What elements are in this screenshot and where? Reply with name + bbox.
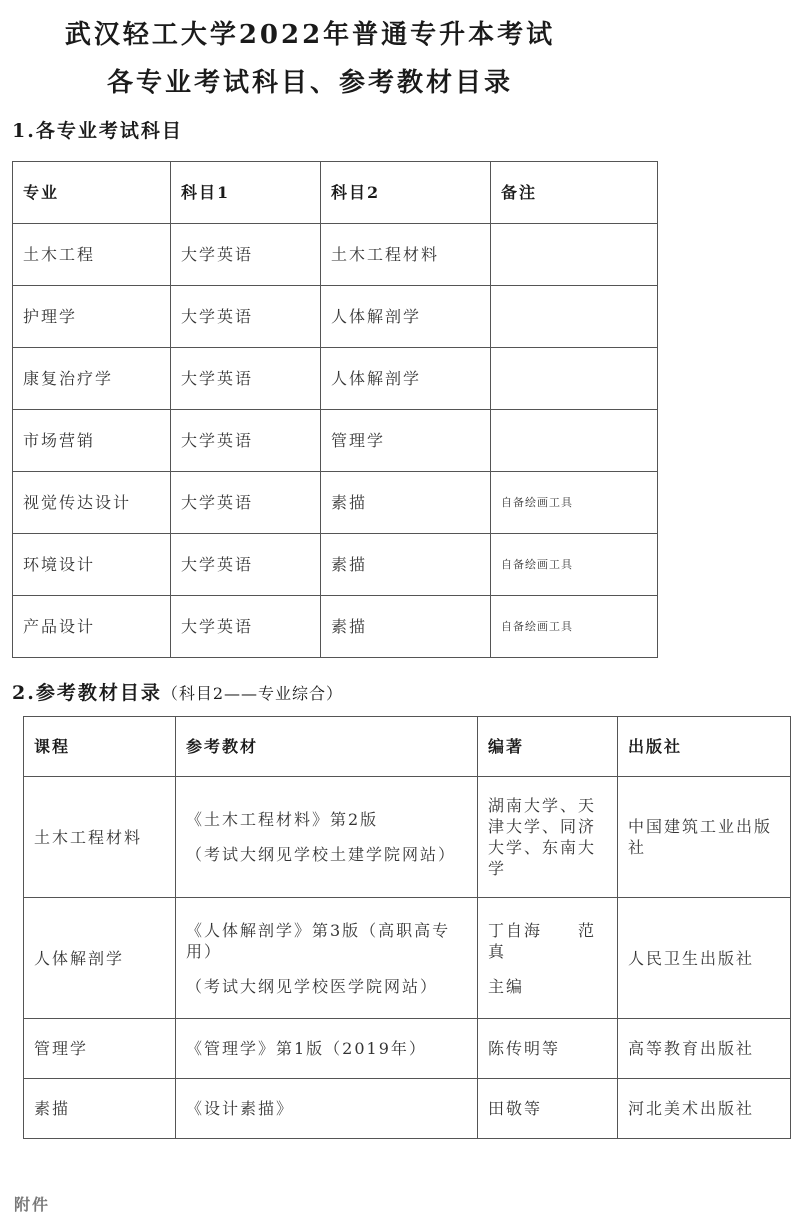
cell-subject1: 大学英语	[171, 348, 321, 410]
author-text: 湖南大学、天津大学、同济大学、东南大学	[488, 796, 597, 878]
book-title: 《人体解剖学》第3版（高职高专用）	[186, 920, 451, 961]
cut-off-footer-text	[14, 1195, 54, 1214]
table-row	[13, 410, 658, 472]
author-text: 丁自海 范真	[488, 920, 597, 961]
cell-major: 产品设计	[13, 596, 171, 658]
cell-subject2: 人体解剖学	[321, 348, 491, 410]
table-row	[24, 1079, 791, 1139]
exam-subjects-table	[12, 161, 658, 658]
section2-heading	[12, 678, 343, 705]
table-row	[13, 596, 658, 658]
cell-remarks: 自备绘画工具	[491, 596, 658, 658]
cell-publisher: 河北美术出版社	[618, 1079, 791, 1139]
cell-remarks	[491, 286, 658, 348]
cell-subject1: 大学英语	[171, 596, 321, 658]
cell-publisher: 人民卫生出版社	[618, 898, 791, 1019]
cell-publisher: 中国建筑工业出版社	[618, 777, 791, 898]
cell-major: 土木工程	[13, 224, 171, 286]
cell-subject1: 大学英语	[171, 286, 321, 348]
cell-subject1: 大学英语	[171, 534, 321, 596]
cell-book	[176, 777, 478, 898]
book-note: （考试大纲见学校土建学院网站）	[186, 845, 457, 864]
cell-major: 市场营销	[13, 410, 171, 472]
table-row	[24, 777, 791, 898]
header-publisher: 出版社	[618, 717, 791, 777]
cell-major: 环境设计	[13, 534, 171, 596]
footer-fragment-text: 附件	[14, 1195, 51, 1214]
section1-heading	[12, 116, 183, 143]
document-title-line2: 各专业考试科目、参考教材目录	[106, 68, 513, 98]
table-row	[24, 1019, 791, 1079]
cell-author: 陈传明等	[478, 1019, 618, 1079]
cell-remarks	[491, 224, 658, 286]
cell-subject1: 大学英语	[171, 410, 321, 472]
header-subject1: 科目1	[171, 162, 321, 224]
header-subject2: 科目2	[321, 162, 491, 224]
table-row	[13, 224, 658, 286]
cell-author	[478, 898, 618, 1019]
cell-subject2: 素描	[321, 472, 491, 534]
cell-course: 素描	[24, 1079, 176, 1139]
cell-subject2: 人体解剖学	[321, 286, 491, 348]
cell-publisher: 高等教育出版社	[618, 1019, 791, 1079]
table-row	[13, 348, 658, 410]
cell-author: 田敬等	[478, 1079, 618, 1139]
cell-remarks: 自备绘画工具	[491, 534, 658, 596]
table-header-row	[24, 717, 791, 777]
cell-course: 管理学	[24, 1019, 176, 1079]
book-title: 《土木工程材料》第2版	[186, 810, 379, 829]
section2-heading-text: 2.参考教材目录	[12, 682, 162, 704]
cell-major: 护理学	[13, 286, 171, 348]
header-remarks: 备注	[491, 162, 658, 224]
cell-course: 土木工程材料	[24, 777, 176, 898]
cell-subject1: 大学英语	[171, 472, 321, 534]
table-row	[13, 472, 658, 534]
cell-subject2: 素描	[321, 596, 491, 658]
author-note: 主编	[488, 976, 525, 996]
book-note: （考试大纲见学校医学院网站）	[186, 976, 439, 996]
cell-major: 康复治疗学	[13, 348, 171, 410]
header-course: 课程	[24, 717, 176, 777]
cell-subject1: 大学英语	[171, 224, 321, 286]
reference-books-table	[23, 716, 791, 1139]
document-title-line1: 武汉轻工大学2022年普通专升本考试	[64, 20, 556, 50]
cell-book	[176, 898, 478, 1019]
cell-subject2: 土木工程材料	[321, 224, 491, 286]
table-header-row	[13, 162, 658, 224]
table-row	[24, 898, 791, 1019]
cell-major: 视觉传达设计	[13, 472, 171, 534]
header-reference-book: 参考教材	[176, 717, 478, 777]
cell-subject2: 管理学	[321, 410, 491, 472]
cell-author	[478, 777, 618, 898]
cell-book: 《设计素描》	[176, 1079, 478, 1139]
table-row	[13, 286, 658, 348]
header-major: 专业	[13, 162, 171, 224]
header-author: 编著	[478, 717, 618, 777]
cell-book: 《管理学》第1版（2019年）	[176, 1019, 478, 1079]
table-row	[13, 534, 658, 596]
section1-heading-text: 1.各专业考试科目	[12, 120, 183, 142]
cell-subject2: 素描	[321, 534, 491, 596]
section2-heading-paren: （科目2——专业综合）	[161, 684, 344, 703]
cell-course: 人体解剖学	[24, 898, 176, 1019]
cell-remarks: 自备绘画工具	[491, 472, 658, 534]
cell-remarks	[491, 348, 658, 410]
cell-remarks	[491, 410, 658, 472]
